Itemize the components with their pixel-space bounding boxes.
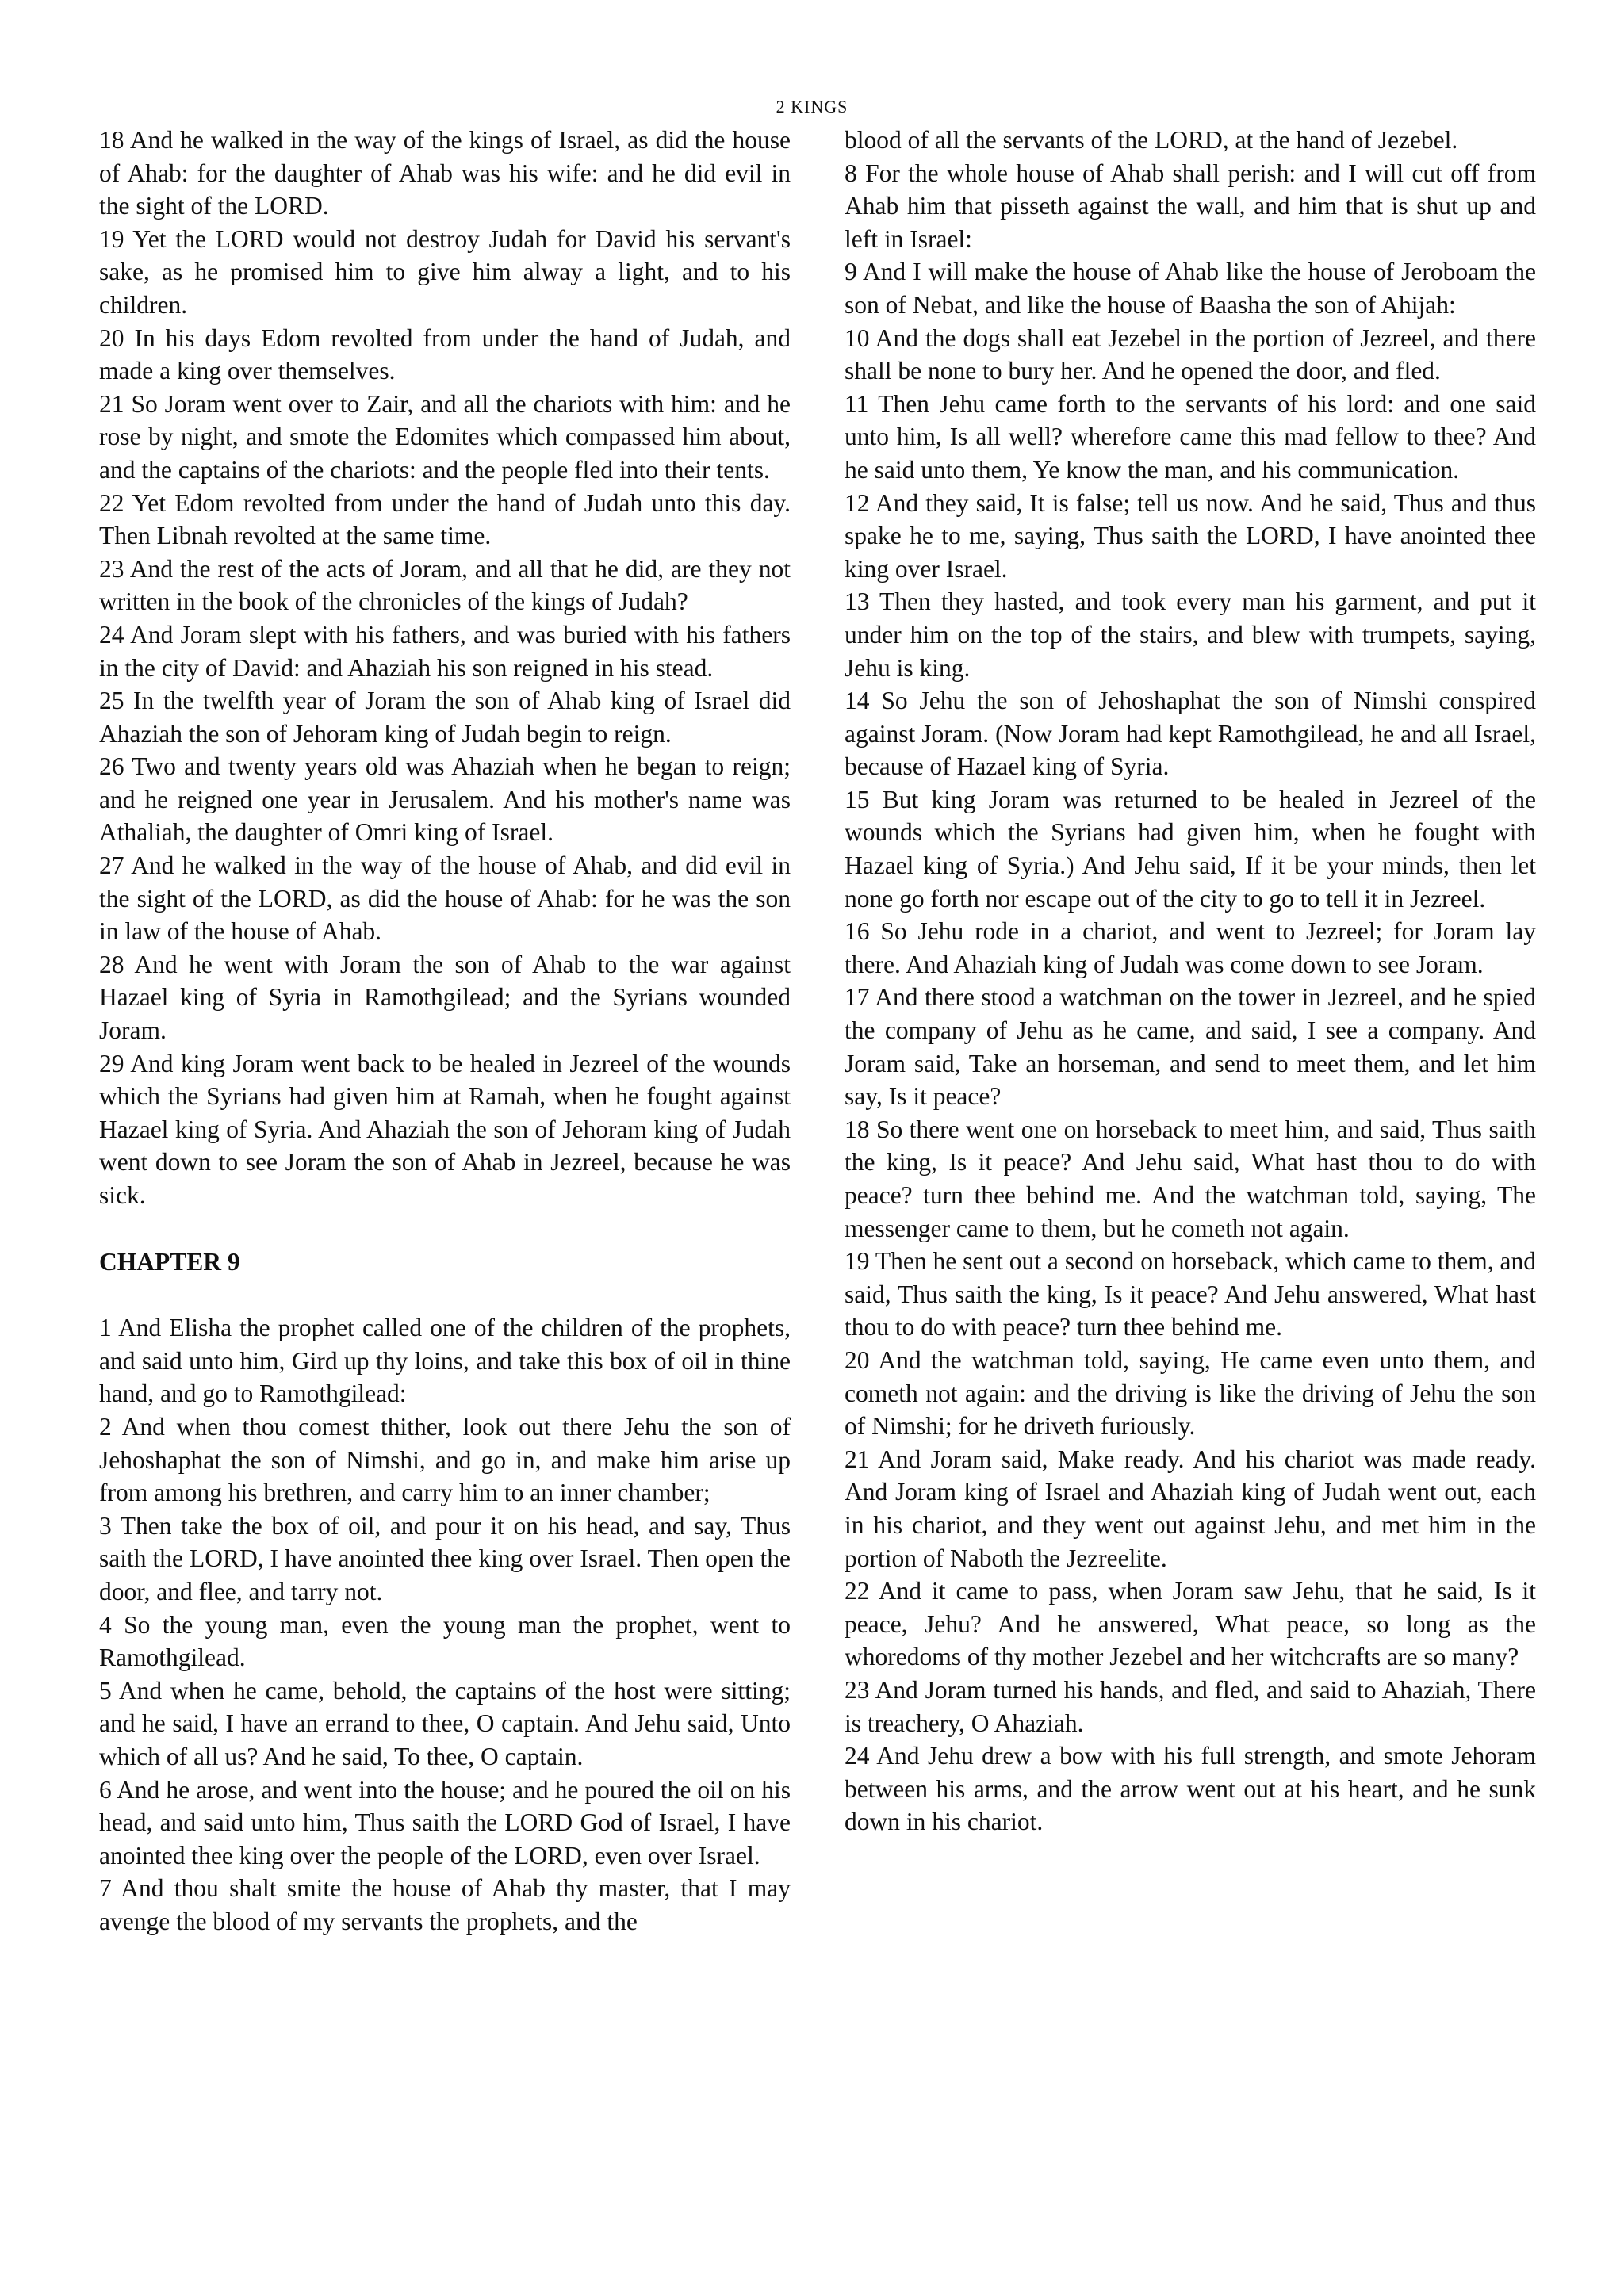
verse: 12 And they said, It is false; tell us now. And he said, Thus and thus spake he to me, saying, Thus saith the LORD, I have anointed thee king over Israel. [845, 488, 1536, 583]
verse: 5 And when he came, behold, the captains of the host were sitting; and he said, I have an errand to thee, O captain. And Jehu said, Unto which of all us? And he said, To thee, O captain. [99, 1676, 791, 1770]
verse: 20 In his days Edom revolted from under the hand of Judah, and made a king over themselves. [99, 323, 791, 385]
right-column [845, 124, 1536, 1839]
verse-continuation: blood of all the servants of the LORD, at the hand of Jezebel. [845, 126, 1458, 154]
verse: 6 And he arose, and went into the house; and he poured the oil on his head, and said unto him, Thus saith the LORD God of Israel, I have anointed thee king over the people of the LORD, even over Israel. [99, 1775, 791, 1869]
verse: 27 And he walked in the way of the house of Ahab, and did evil in the sight of the LORD, as did the house of Ahab: for he was the son in law of the house of Ahab. [99, 851, 791, 946]
verse: 26 Two and twenty years old was Ahaziah when he began to reign; and he reigned one year in Jerusalem. And his mother's name was Athaliah, the daughter of Omri king of Israel. [99, 752, 791, 847]
running-header: 2 KINGS [776, 97, 848, 117]
verse: 18 And he walked in the way of the kings of Israel, as did the house of Ahab: for the daughter of Ahab was his wife: and he did evil in the sight of the LORD. [99, 126, 791, 220]
verse: 16 So Jehu rode in a chariot, and went to Jezreel; for Joram lay there. And Ahaziah king of Judah was come down to see Joram. [845, 917, 1536, 978]
verse: 25 In the twelfth year of Joram the son of Ahab king of Israel did Ahaziah the son of Jehoram king of Judah begin to reign. [99, 687, 791, 748]
verse: 22 Yet Edom revolted from under the hand of Judah unto this day. Then Libnah revolted at the same time. [99, 488, 791, 550]
verse: 28 And he went with Joram the son of Ahab to the war against Hazael king of Syria in Ramothgilead; and the Syrians wounded Joram. [99, 950, 791, 1045]
verse: 3 Then take the box of oil, and pour it on his head, and say, Thus saith the LORD, I have anointed thee king over Israel. Then open the door, and flee, and tarry not. [99, 1511, 791, 1605]
verse: 24 And Joram slept with his fathers, and was buried with his fathers in the city of David: and Ahaziah his son reigned in his stead. [99, 620, 791, 682]
verse: 9 And I will make the house of Ahab like the house of Jeroboam the son of Nebat, and like the house of Baasha the son of Ahijah: [845, 258, 1536, 319]
verse: 10 And the dogs shall eat Jezebel in the portion of Jezreel, and there shall be none to bury her. And he opened the door, and fled. [845, 323, 1536, 385]
verse: 14 So Jehu the son of Jehoshaphat the son of Nimshi conspired against Joram. (Now Joram had kept Ramothgilead, he and all Israel, because of Hazael king of Syria. [845, 687, 1536, 781]
verse: 19 Then he sent out a second on horseback, which came to them, and said, Thus saith the king, Is it peace? And Jehu answered, What hast thou to do with peace? turn thee behind me. [845, 1247, 1536, 1341]
verse: 8 For the whole house of Ahab shall perish: and I will cut off from Ahab him that pisseth against the wall, and him that is shut up and left in Israel: [845, 159, 1536, 253]
verse: 17 And there stood a watchman on the tower in Jezreel, and he spied the company of Jehu as he came, and said, I see a company. And Joram said, Take an horseman, and send to meet them, and let him say, Is it peace? [845, 983, 1536, 1111]
verse: 18 So there went one on horseback to meet him, and said, Thus saith the king, Is it peace? And Jehu said, What hast thou to do with peace? turn thee behind me. And the watchman told, saying, The messenger came to them, but he cometh not again. [845, 1115, 1536, 1242]
verse: 15 But king Joram was returned to be healed in Jezreel of the wounds which the Syrians had given him, when he fought with Hazael king of Syria.) And Jehu said, If it be your minds, then let none go forth nor escape out of the city to go to tell it in Jezreel. [845, 785, 1536, 913]
verse: 20 And the watchman told, saying, He came even unto them, and cometh not again: and the driving is like the driving of Jehu the son of Nimshi; for he driveth furiously. [845, 1345, 1536, 1441]
verse: 13 Then they hasted, and took every man his garment, and put it under him on the top of the stairs, and blew with trumpets, saying, Jehu is king. [845, 587, 1536, 682]
chapter-heading: CHAPTER 9 [99, 1247, 240, 1276]
verse: 19 Yet the LORD would not destroy Judah for David his servant's sake, as he promised him to give him alway a light, and to his children. [99, 224, 791, 319]
verse: 7 And thou shalt smite the house of Ahab thy master, that I may avenge the blood of my servants the prophets, and the [99, 1874, 791, 1935]
verse: 1 And Elisha the prophet called one of the children of the prophets, and said unto him, Gird up thy loins, and take this box of oil in thine hand, and go to Ramothgilead: [99, 1314, 791, 1408]
verse: 23 And Joram turned his hands, and fled, and said to Ahaziah, There is treachery, O Ahaziah. [845, 1675, 1536, 1737]
left-column [99, 124, 791, 1938]
verse: 24 And Jehu drew a bow with his full strength, and smote Jehoram between his arms, and the arrow went out at his heart, and he sunk down in his chariot. [845, 1742, 1536, 1836]
verse: 21 So Joram went over to Zair, and all the chariots with him: and he rose by night, and smote the Edomites which compassed him about, and the captains of the chariots: and the people fled into their tents. [99, 389, 791, 484]
verse: 4 So the young man, even the young man the prophet, went to Ramothgilead. [99, 1610, 791, 1672]
verse: 21 And Joram said, Make ready. And his chariot was made ready. And Joram king of Israel and Ahaziah king of Judah went out, each in his chariot, and they went out against Jehu, and met him in the portion of Naboth the Jezreelite. [845, 1445, 1536, 1572]
verse: 29 And king Joram went back to be healed in Jezreel of the wounds which the Syrians had given him at Ramah, when he fought against Hazael king of Syria. And Ahaziah the son of Jehoram king of Judah went down to see Joram the son of Ahab in Jezreel, because he was sick. [99, 1049, 791, 1209]
verse: 2 And when thou comest thither, look out there Jehu the son of Jehoshaphat the son of Nimshi, and go in, and make him arise up from among his brethren, and carry him to an inner chamber; [99, 1412, 791, 1507]
verse: 23 And the rest of the acts of Joram, and all that he did, are they not written in the book of the chronicles of the kings of Judah? [99, 554, 791, 616]
verse: 11 Then Jehu came forth to the servants of his lord: and one said unto him, Is all well? wherefore came this mad fellow to thee? And he said unto them, Ye know the man, and his communication. [845, 389, 1536, 484]
verse: 22 And it came to pass, when Joram saw Jehu, that he said, Is it peace, Jehu? And he answered, What peace, so long as the whoredoms of thy mother Jezebel and her witchcrafts are so many? [845, 1577, 1536, 1671]
